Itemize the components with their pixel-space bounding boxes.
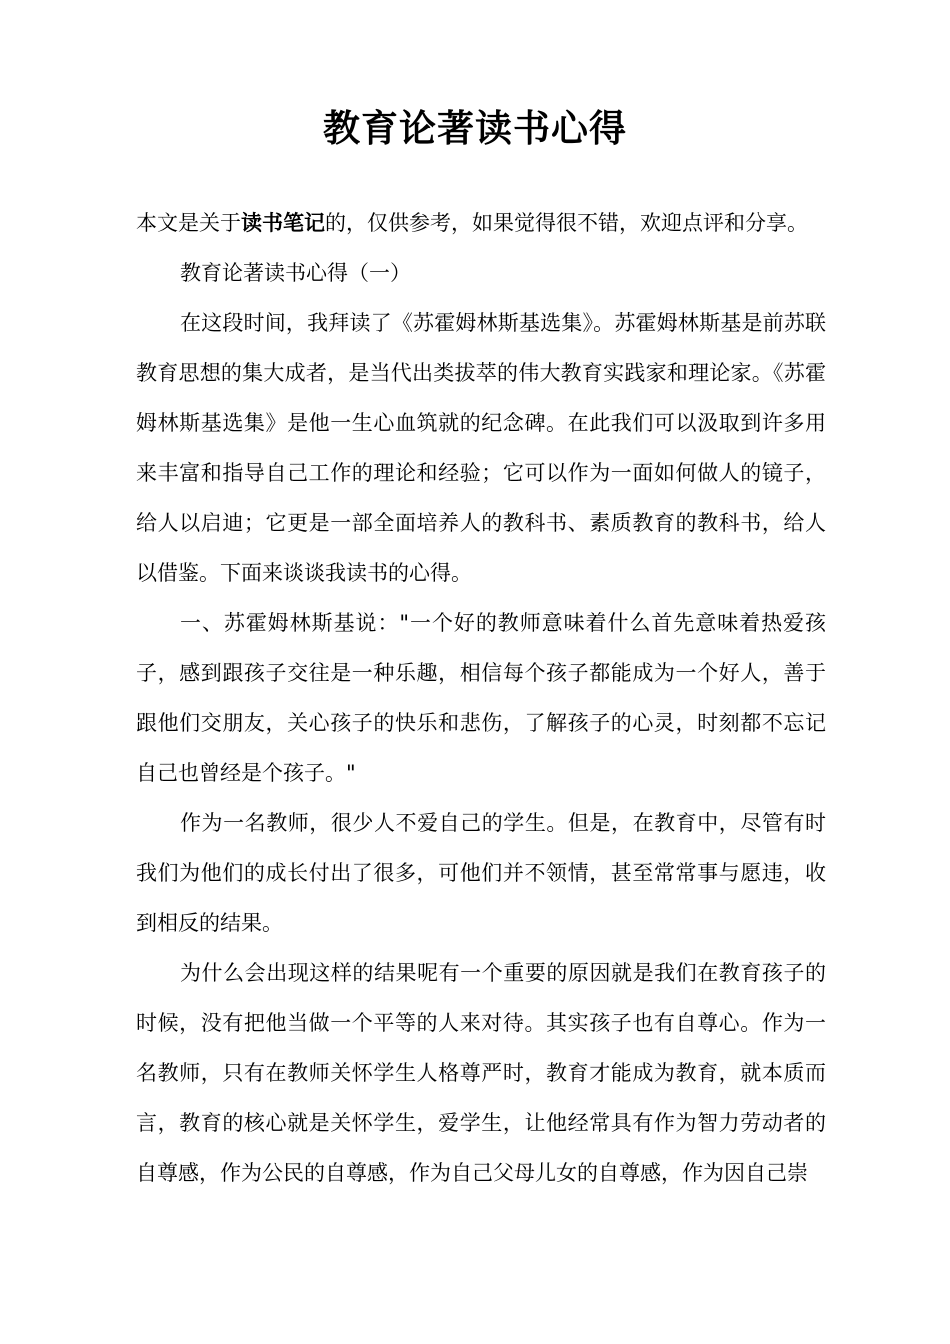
intro-suffix: 的，仅供参考，如果觉得很不错，欢迎点评和分享。: [325, 211, 808, 235]
paragraph-3: 作为一名教师，很少人不爱自己的学生。但是，在教育中，尽管有时我们为他们的成长付出了很多，可他们并不领情，甚至常常事与愿违，收到相反的结果。: [136, 811, 826, 935]
intro-prefix: 本文是关于: [136, 211, 241, 235]
document-title: 教育论著读书心得: [323, 107, 627, 150]
paragraph-4: 为什么会出现这样的结果呢有一个重要的原因就是我们在教育孩子的时候，没有把他当做一个平等的人来对待。其实孩子也有自尊心。作为一名教师，只有在教师关怀学生人格尊严时，教育才能成为教育，就本质而言，教育的核心就是关怀学生，爱学生，让他经常具有作为智力劳动者的自尊感，作为公民的自尊感，作为自己父母儿女的自尊感，作为因自己崇: [136, 961, 826, 1185]
section-heading: 教育论著读书心得（一）: [180, 261, 411, 285]
intro-paragraph: [136, 198, 826, 248]
intro-keyword: 读书笔记: [241, 211, 325, 235]
paragraph-2: 一、苏霍姆林斯基说："一个好的教师意味着什么首先意味着热爱孩子，感到跟孩子交往是一种乐趣，相信每个孩子都能成为一个好人，善于跟他们交朋友，关心孩子的快乐和悲伤，了解孩子的心灵，时刻都不忘记自己也曾经是个孩子。": [136, 611, 826, 785]
document-body: [136, 198, 826, 1198]
paragraph-1: 在这段时间，我拜读了《苏霍姆林斯基选集》。苏霍姆林斯基是前苏联教育思想的集大成者，是当代出类拔萃的伟大教育实践家和理论家。《苏霍姆林斯基选集》是他一生心血筑就的纪念碑。在此我们可以汲取到许多用来丰富和指导自己工作的理论和经验；它可以作为一面如何做人的镜子，给人以启迪；它更是一部全面培养人的教科书、素质教育的教科书，给人以借鉴。下面来谈谈我读书的心得。: [136, 311, 826, 585]
